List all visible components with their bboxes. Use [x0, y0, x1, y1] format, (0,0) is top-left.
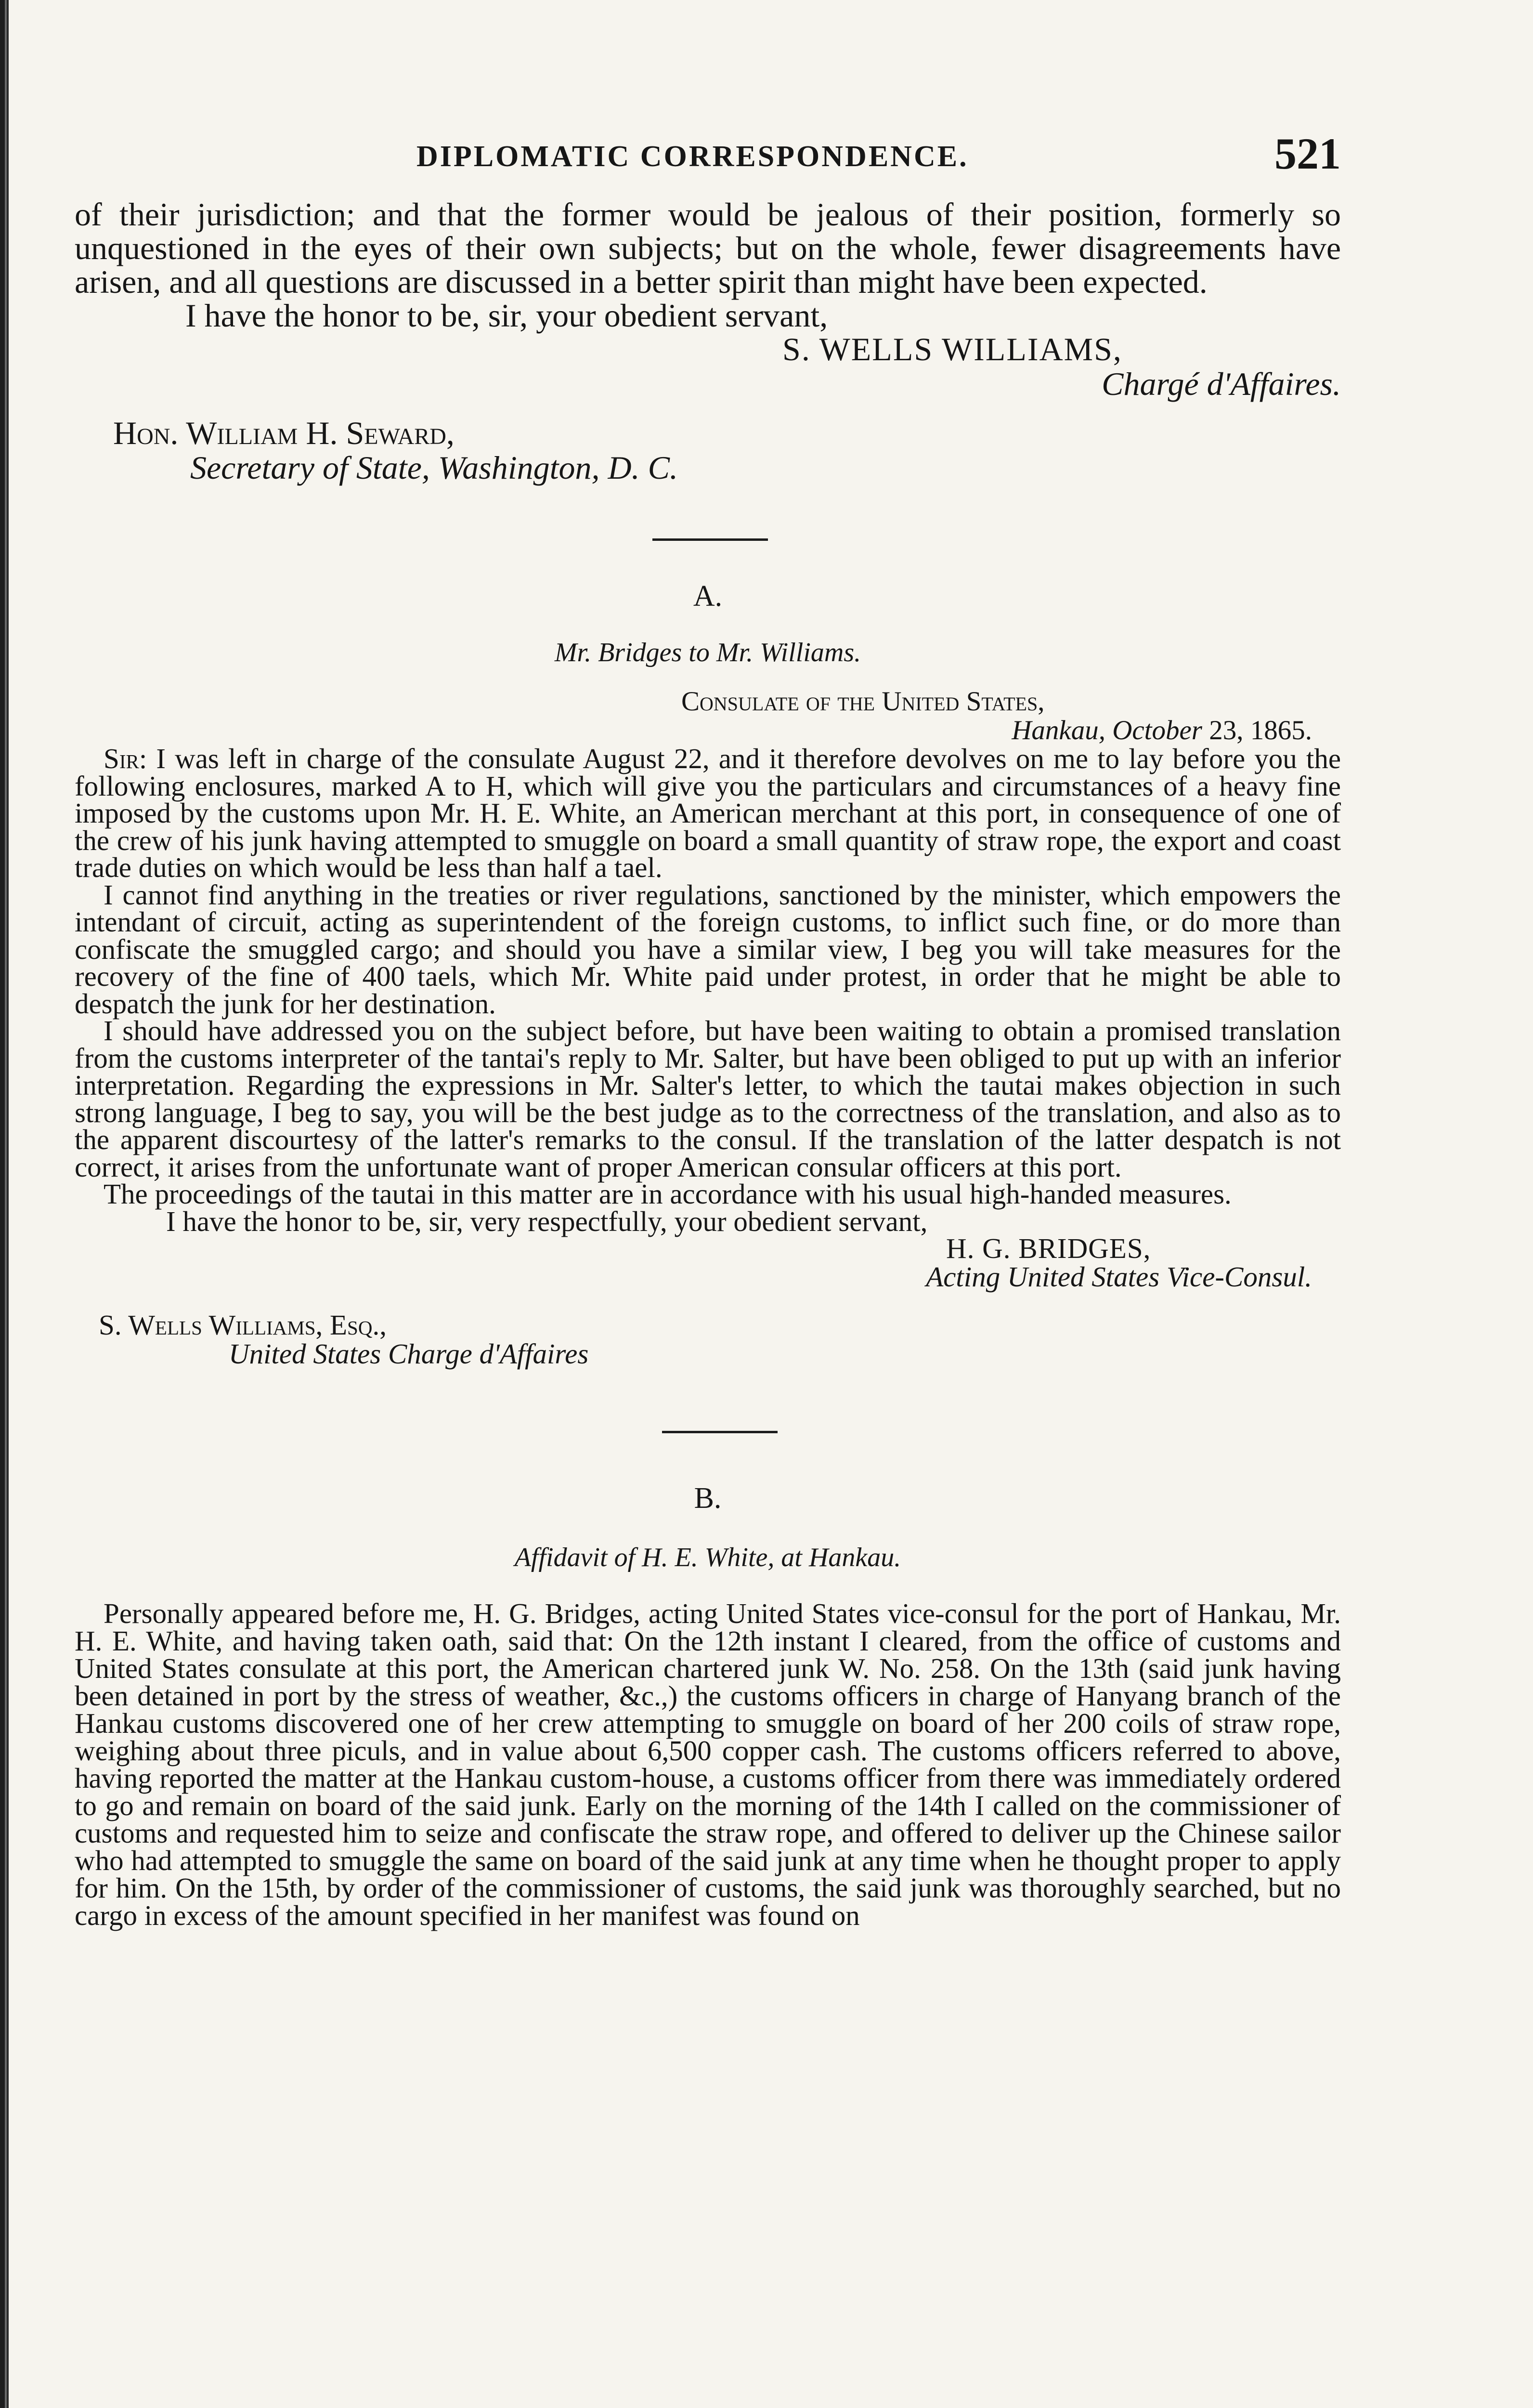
paragraph: I should have addressed you on the subject before, but have been waiting to obtain a promised translation from the customs interpreter of the tantai's reply to Mr. Salter, but have been obliged to put up with an inferior interpretation. Regarding the expressions in Mr. Salter's letter, to which the tautai makes objection in such strong language, I beg to say, you will be the best judge as to the correctness of the translation, and also as to the apparent discourtesy of the latter's remarks to the consul. If the translation of the latter despatch is not correct, it arises from the unfortunate want of proper American consular officers at this port.	[75, 1015, 1341, 1183]
enclosure-a	[75, 579, 1341, 1368]
signature-title: Acting United States Vice-Consul.	[926, 1260, 1312, 1293]
enclosure-subtitle: Affidavit of H. E. White, at Hankau.	[514, 1542, 901, 1572]
book-binding-edge	[0, 0, 13, 2408]
running-header	[75, 125, 1341, 197]
letter-closing: I have the honor to be, sir, very respectfully, your obedient servant,	[166, 1205, 928, 1237]
section-divider	[662, 1431, 778, 1433]
paragraph: I cannot find anything in the treaties or river regulations, sanctioned by the minister, which empowers the intendant of circuit, acting as superintendent of the foreign customs, to inflict such fine, or do more than confiscate the smuggled cargo; and should you have a similar view, I beg you will take measures for the recovery of the fine of 400 taels, which Mr. White paid under protest, in order that he might be able to despatch the junk for her destination.	[75, 878, 1341, 1020]
addressee-title: Secretary of State, Washington, D. C.	[190, 449, 678, 486]
letterhead-place: Consulate of the United States,	[681, 686, 1045, 717]
paragraph	[75, 745, 1341, 881]
enclosure-subtitle: Mr. Bridges to Mr. Williams.	[554, 638, 861, 667]
letter-body-continuation: of their jurisdiction; and that the former would be jealous of their position, formerly so unquestioned in the eyes of their own subjects; but on the whole, fewer disagreements have arisen, and all questions are discussed in a better spirit than might have been expected.	[75, 196, 1341, 300]
letter-williams-to-seward	[75, 197, 1341, 485]
letter-closing: I have the honor to be, sir, your obedient servant,	[185, 297, 828, 334]
paragraph-text: I was left in charge of the consulate August 22, and it therefore devolves on me to lay before you the following enclosures, marked A to H, which will give you the particulars and circumstances of a heavy fine imposed by the customs upon Mr. H. E. White, an American merchant at this port, in consequence of one of the crew of his junk having attempted to smuggle on board a small quantity of straw rope, the export and coast trade duties on which would be less than half a tael.	[75, 743, 1341, 883]
affidavit-paragraph: Personally appeared before me, H. G. Bridges, acting United States vice-consul for the port of Hankau, Mr. H. E. White, and having taken oath, said that: On the 12th instant I cleared, from the office of customs and United States consulate at this port, the American chartered junk W. No. 258. On the 13th (said junk having been detained in port by the stress of weather, &c.,) the customs officers in charge of Hanyang branch of the Hankau customs discovered one of her crew attempting to smuggle on board of her 200 coils of straw rope, weighing about three piculs, and in value about 6,500 copper cash. The customs officers referred to above, having reported the matter at the Hankau custom-house, a customs officer from there was immediately ordered to go and remain on board of the said junk. Early on the morning of the 14th I called on the commissioner of customs and requested him to seize and confiscate the straw rope, and offered to deliver up the Chinese sailor who had attempted to smuggle the same on board of the said junk at any time when he thought proper to apply for him. On the 15th, by order of the commissioner of customs, the said junk was thoroughly searched, but no cargo in excess of the amount specified in her manifest was found on	[75, 1597, 1341, 1931]
salutation: Sir:	[104, 743, 147, 774]
addressee-name: Hon. William H. Seward,	[113, 415, 455, 451]
section-divider	[652, 538, 768, 541]
signature-title: Chargé d'Affaires.	[1102, 366, 1341, 402]
enclosure-label: B.	[694, 1481, 722, 1515]
signature-name: H. G. BRIDGES,	[946, 1232, 1151, 1264]
addressee-name: S. Wells Williams, Esq.,	[99, 1309, 387, 1341]
running-title: DIPLOMATIC CORRESPONDENCE.	[416, 140, 969, 173]
letter-date	[75, 716, 1341, 745]
page-number: 521	[1274, 129, 1341, 178]
paragraph: The proceedings of the tautai in this matter are in accordance with his usual high-handed measures.	[104, 1178, 1232, 1210]
date-place: Hankau, October	[1012, 715, 1202, 746]
addressee-title: United States Charge d'Affaires	[229, 1337, 589, 1370]
date-number: 23, 1865.	[1209, 715, 1312, 746]
signature-name: S. WELLS WILLIAMS,	[782, 331, 1122, 367]
document-page	[75, 125, 1341, 2408]
enclosure-label: A.	[693, 580, 723, 613]
enclosure-b	[75, 1481, 1341, 1929]
